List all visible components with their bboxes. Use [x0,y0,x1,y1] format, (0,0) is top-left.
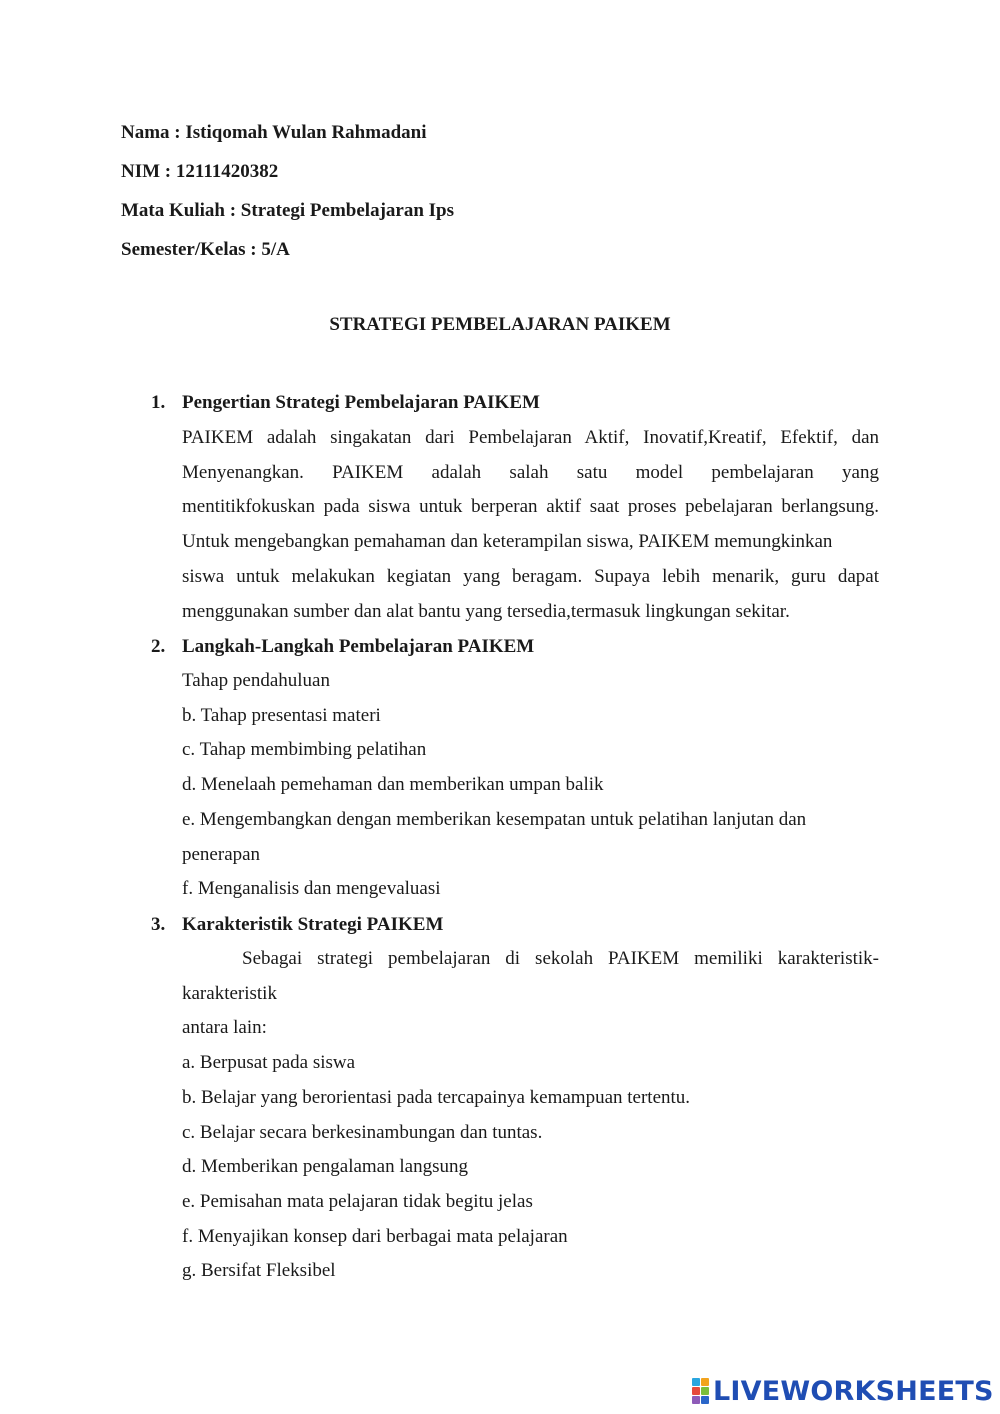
section-2-line: c. Tahap membimbing pelatihan [182,739,427,760]
student-nim: NIM : 12111420382 [121,161,279,182]
section-3-title: Karakteristik Strategi PAIKEM [182,914,444,935]
logo-tile [701,1396,709,1404]
section-2-line: e. Mengembangkan dengan memberikan kesempatan untuk pelatihan lanjutan dan [182,809,807,830]
logo-tile [701,1378,709,1386]
section-2-number: 2. [151,636,166,657]
section-1-title: Pengertian Strategi Pembelajaran PAIKEM [182,392,540,413]
document-title: STRATEGI PEMBELAJARAN PAIKEM [329,314,671,335]
section-1-line: PAIKEM adalah singakatan dari Pembelajaran Aktif, Inovatif,Kreatif, Efektif, dan [182,427,879,448]
section-3-line: b. Belajar yang berorientasi pada tercapainya kemampuan tertentu. [182,1087,691,1108]
section-3-line: e. Pemisahan mata pelajaran tidak begitu jelas [182,1191,533,1212]
liveworksheets-logo [692,1374,994,1408]
section-3-line: g. Bersifat Fleksibel [182,1260,336,1281]
liveworksheets-wordmark: LIVEWORKSHEETS [713,1375,994,1407]
logo-tile [692,1387,700,1395]
logo-tile [692,1378,700,1386]
section-3-line: d. Memberikan pengalaman langsung [182,1156,468,1177]
logo-tile [692,1396,700,1404]
section-1-line: mentitikfokuskan pada siswa untuk berperan aktif saat proses pebelajaran berlangsung. [182,496,879,517]
section-1-line: Untuk mengebangkan pemahaman dan keterampilan siswa, PAIKEM memungkinkan [182,531,833,552]
section-3-line: karakteristik [182,983,277,1004]
section-2-line: penerapan [182,844,261,865]
semester-class: Semester/Kelas : 5/A [121,239,290,260]
liveworksheets-mark-icon [692,1378,709,1404]
section-2-line: b. Tahap presentasi materi [182,705,381,726]
section-3-line: f. Menyajikan konsep dari berbagai mata pelajaran [182,1226,568,1247]
section-2-title: Langkah-Langkah Pembelajaran PAIKEM [182,636,535,657]
section-2-line: f. Menganalisis dan mengevaluasi [182,878,441,899]
section-2-line: d. Menelaah pemehaman dan memberikan umpan balik [182,774,604,795]
logo-tile [701,1387,709,1395]
section-3-number: 3. [151,914,166,935]
section-1-line: siswa untuk melakukan kegiatan yang beragam. Supaya lebih menarik, guru dapat [182,566,879,587]
section-3-line: Sebagai strategi pembelajaran di sekolah PAIKEM memiliki karakteristik- [242,948,879,969]
section-1-number: 1. [151,392,166,413]
section-1-line: menggunakan sumber dan alat bantu yang tersedia,termasuk lingkungan sekitar. [182,601,790,622]
section-3-line: a. Berpusat pada siswa [182,1052,356,1073]
course-name: Mata Kuliah : Strategi Pembelajaran Ips [121,200,455,221]
student-name: Nama : Istiqomah Wulan Rahmadani [121,122,427,143]
section-3-line: antara lain: [182,1017,267,1038]
section-3-line: c. Belajar secara berkesinambungan dan tuntas. [182,1122,543,1143]
section-2-line: Tahap pendahuluan [182,670,330,691]
section-1-line: Menyenangkan. PAIKEM adalah salah satu model pembelajaran yang [182,462,879,483]
